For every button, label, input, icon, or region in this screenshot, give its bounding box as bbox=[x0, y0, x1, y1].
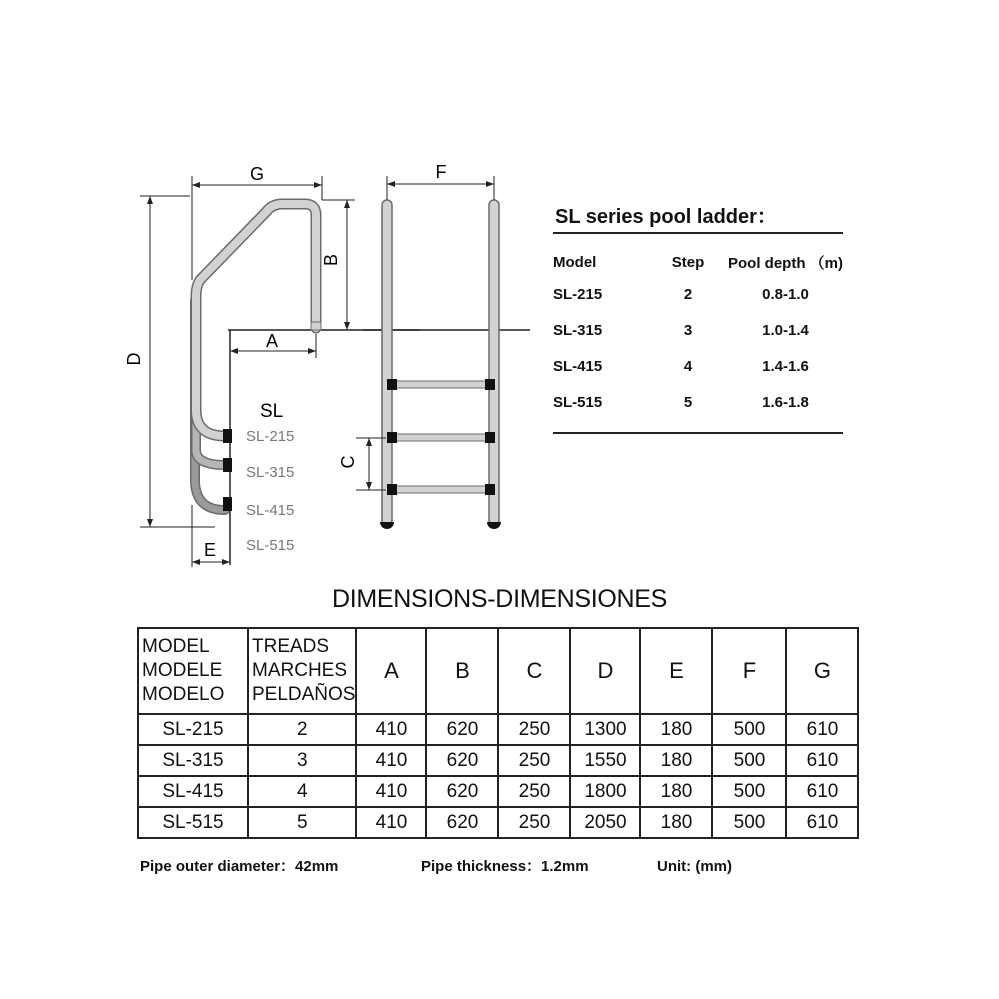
series-step: 3 bbox=[683, 321, 693, 339]
handrail-tube bbox=[196, 204, 316, 436]
model-label: SL-315 bbox=[246, 464, 295, 481]
left-rail bbox=[382, 200, 392, 525]
pipe-thickness-note: Pipe thickness：1.2mm bbox=[421, 858, 589, 875]
rubber-foot-icon bbox=[380, 522, 394, 529]
cell-a: 410 bbox=[356, 776, 426, 807]
series-depth: 1.6-1.8 bbox=[762, 393, 809, 411]
cell-d: 1800 bbox=[570, 776, 640, 807]
cell-d: 2050 bbox=[570, 807, 640, 838]
cell-model: SL-215 bbox=[138, 714, 248, 745]
series-row bbox=[553, 312, 848, 348]
unit-note: Unit: (mm) bbox=[657, 858, 732, 875]
series-row bbox=[553, 384, 848, 420]
cell-treads: 3 bbox=[248, 745, 356, 776]
dim-label-g: G bbox=[249, 164, 265, 184]
dimensions-header-row bbox=[138, 628, 858, 714]
model-label: SL-215 bbox=[246, 428, 295, 445]
cell-treads: 4 bbox=[248, 776, 356, 807]
header-e: E bbox=[640, 628, 712, 714]
dim-label-a: A bbox=[265, 331, 279, 351]
cell-e: 180 bbox=[640, 745, 712, 776]
cell-f: 500 bbox=[712, 807, 786, 838]
cell-model: SL-315 bbox=[138, 745, 248, 776]
cell-b: 620 bbox=[426, 776, 498, 807]
cell-c: 250 bbox=[498, 714, 570, 745]
side-view bbox=[124, 164, 420, 567]
cell-f: 500 bbox=[712, 776, 786, 807]
dim-label-f: F bbox=[435, 162, 447, 182]
dimensions-title: DIMENSIONS-DIMENSIONES bbox=[331, 585, 668, 613]
series-header-depth: Pool depth （m) bbox=[728, 254, 843, 272]
series-model: SL-415 bbox=[553, 357, 603, 375]
series-model: SL-215 bbox=[553, 285, 603, 303]
tread bbox=[392, 486, 489, 493]
cell-g: 610 bbox=[786, 807, 858, 838]
series-depth: 1.0-1.4 bbox=[762, 321, 809, 339]
header-f: F bbox=[712, 628, 786, 714]
header-treads: TREADS MARCHES PELDAÑOS bbox=[248, 628, 356, 714]
divider bbox=[553, 432, 843, 434]
model-label: SL-415 bbox=[246, 502, 295, 519]
cell-b: 620 bbox=[426, 807, 498, 838]
header-b: B bbox=[426, 628, 498, 714]
cell-g: 610 bbox=[786, 776, 858, 807]
cell-f: 500 bbox=[712, 745, 786, 776]
cell-a: 410 bbox=[356, 714, 426, 745]
table-row bbox=[138, 776, 858, 807]
series-table bbox=[553, 248, 848, 420]
cell-d: 1300 bbox=[570, 714, 640, 745]
series-row bbox=[553, 276, 848, 312]
header-g: G bbox=[786, 628, 858, 714]
dim-label-b: B bbox=[321, 253, 341, 267]
series-model: SL-515 bbox=[553, 393, 603, 411]
cell-g: 610 bbox=[786, 745, 858, 776]
dim-label-e: E bbox=[203, 540, 217, 560]
right-rail bbox=[489, 200, 499, 525]
cell-g: 610 bbox=[786, 714, 858, 745]
series-title: SL series pool ladder： bbox=[555, 206, 777, 228]
cell-e: 180 bbox=[640, 807, 712, 838]
series-step: 5 bbox=[683, 393, 693, 411]
pipe-diameter-note: Pipe outer diameter：42mm bbox=[140, 858, 339, 875]
cell-c: 250 bbox=[498, 776, 570, 807]
header-a: A bbox=[356, 628, 426, 714]
cell-b: 620 bbox=[426, 745, 498, 776]
cell-d: 1550 bbox=[570, 745, 640, 776]
cell-model: SL-515 bbox=[138, 807, 248, 838]
header-c: C bbox=[498, 628, 570, 714]
series-model: SL-315 bbox=[553, 321, 603, 339]
series-header-model: Model bbox=[553, 253, 597, 271]
series-depth: 0.8-1.0 bbox=[762, 285, 809, 303]
dim-label-d: D bbox=[124, 352, 144, 366]
table-row bbox=[138, 807, 858, 838]
cell-model: SL-415 bbox=[138, 776, 248, 807]
cell-b: 620 bbox=[426, 714, 498, 745]
series-depth: 1.4-1.6 bbox=[762, 357, 809, 375]
series-step: 2 bbox=[683, 285, 693, 303]
bumper-icon bbox=[223, 429, 232, 443]
tread bbox=[392, 381, 489, 388]
cell-a: 410 bbox=[356, 745, 426, 776]
bumper-icon bbox=[223, 458, 232, 472]
dimensions-table bbox=[137, 627, 859, 839]
dim-label-c: C bbox=[338, 455, 358, 469]
header-d: D bbox=[570, 628, 640, 714]
series-step: 4 bbox=[683, 357, 693, 375]
series-header-step: Step bbox=[671, 253, 705, 271]
series-row bbox=[553, 348, 848, 384]
table-row bbox=[138, 714, 858, 745]
tread bbox=[392, 434, 489, 441]
divider bbox=[553, 232, 843, 234]
cell-e: 180 bbox=[640, 714, 712, 745]
rubber-foot-icon bbox=[487, 522, 501, 529]
model-label: SL-515 bbox=[246, 537, 295, 554]
table-row bbox=[138, 745, 858, 776]
bumper-icon bbox=[223, 497, 232, 511]
front-view bbox=[338, 162, 530, 529]
cell-a: 410 bbox=[356, 807, 426, 838]
cell-c: 250 bbox=[498, 745, 570, 776]
cell-f: 500 bbox=[712, 714, 786, 745]
cell-c: 250 bbox=[498, 807, 570, 838]
cell-treads: 5 bbox=[248, 807, 356, 838]
cell-treads: 2 bbox=[248, 714, 356, 745]
header-model: MODEL MODELE MODELO bbox=[138, 628, 248, 714]
series-label: SL bbox=[260, 401, 284, 422]
series-header-row bbox=[553, 248, 848, 276]
cell-e: 180 bbox=[640, 776, 712, 807]
